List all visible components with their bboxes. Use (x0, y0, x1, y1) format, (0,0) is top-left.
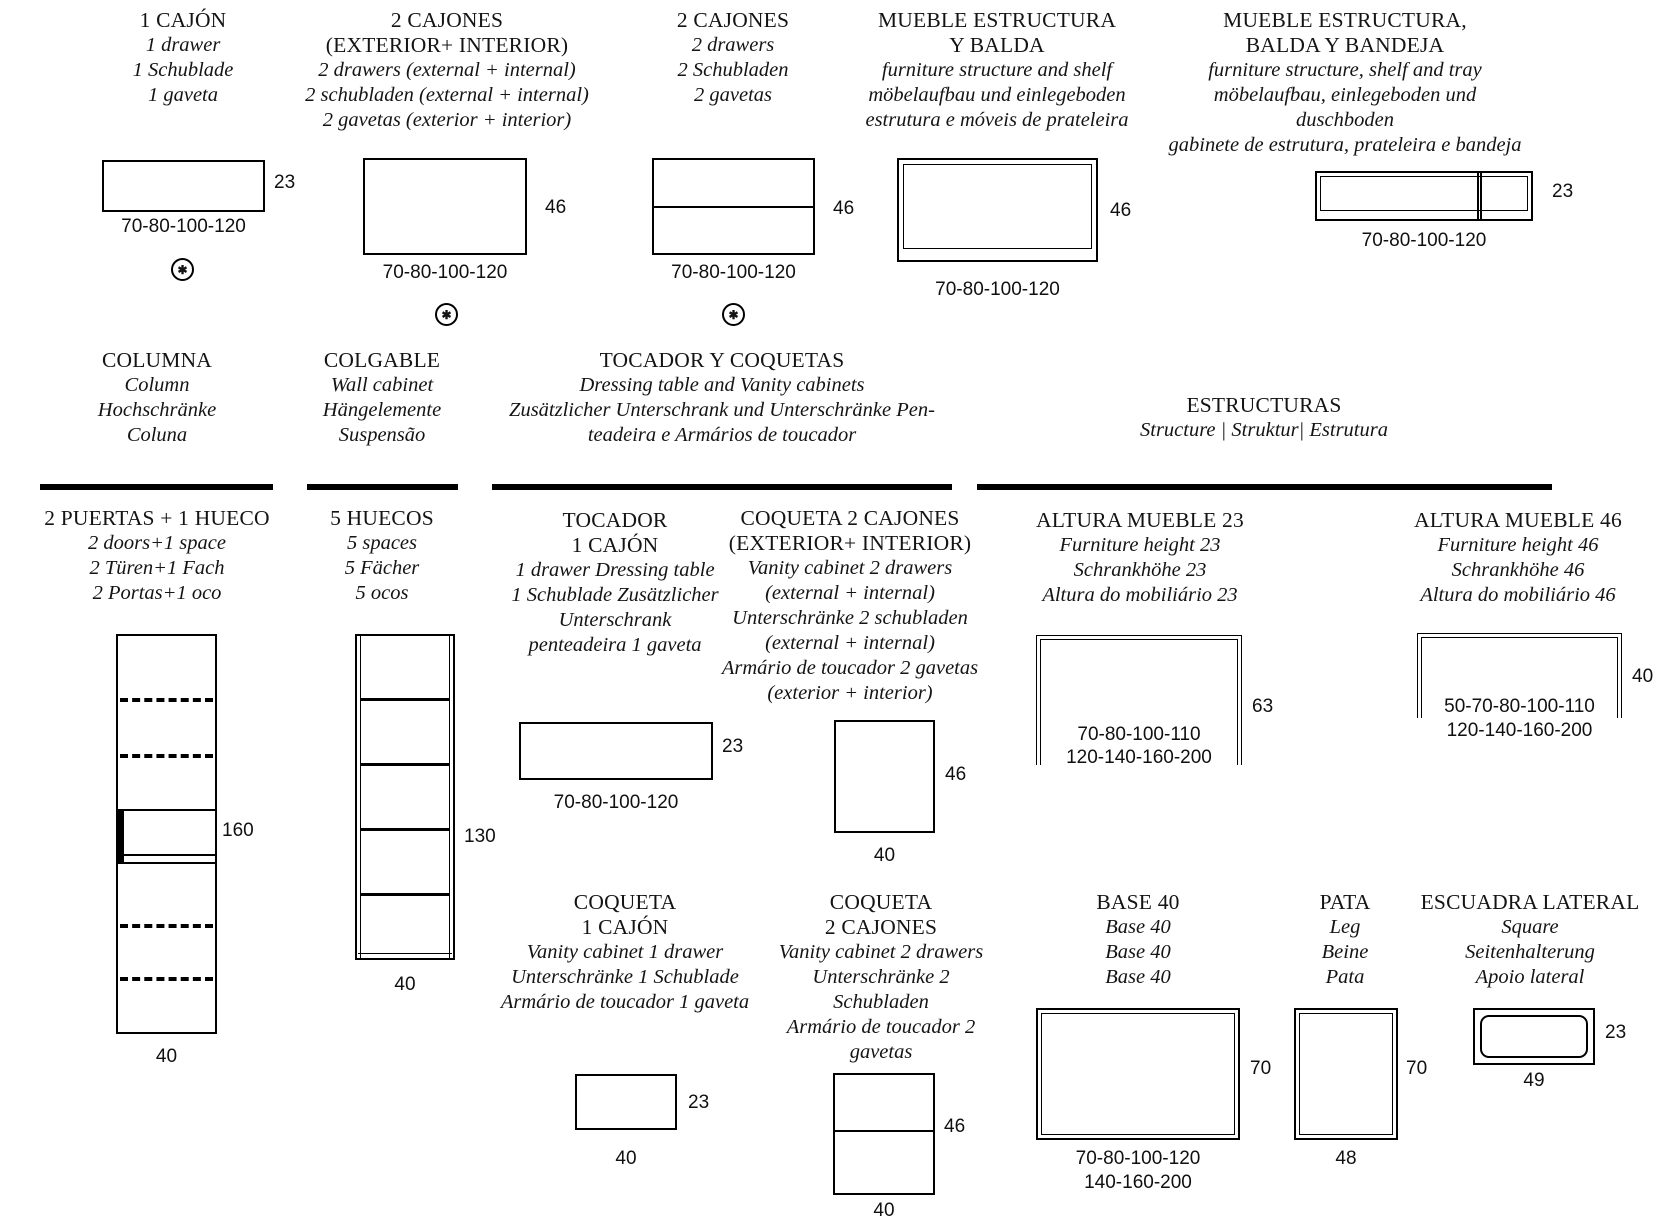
frame-inner-line (1299, 1013, 1393, 1135)
drawer-divider-line (835, 1130, 933, 1132)
widths-label-line1: 70-80-100-120 (1075, 1148, 1201, 1169)
text-line: 1 drawer Dressing table (515, 559, 715, 581)
text-line: 1 gaveta (147, 84, 219, 106)
text-line: MUEBLE ESTRUCTURA, (1223, 8, 1467, 32)
text-line: 2 schubladen (external + internal) (305, 84, 589, 106)
text-line: 1 CAJÓN (581, 915, 669, 939)
star-glyph: ✱ (441, 307, 452, 322)
text-line: 1 CAJÓN (139, 8, 227, 32)
item-subtitles (297, 58, 597, 133)
module-header-base-40 (1013, 890, 1263, 990)
text-line: 2 gavetas (694, 84, 772, 106)
text-line: 2 drawers (691, 34, 775, 56)
section-title (262, 348, 502, 373)
text-line: 2 gavetas (exterior + interior) (322, 109, 572, 131)
drawing-colgable-5-huecos (355, 634, 455, 960)
shelf-space (361, 893, 449, 958)
text-line: Armário de toucador 2 gavetas (721, 657, 979, 679)
text-line: 2 CAJONES (824, 915, 938, 939)
height-label: 70 (1406, 1058, 1428, 1079)
module-title (282, 506, 482, 531)
width-label: 40 (155, 1046, 178, 1067)
depth-label: 46 (833, 198, 855, 219)
text-line: Seitenhalterung (1465, 941, 1595, 963)
text-line: Structure | Struktur| Estrutura (1140, 419, 1388, 441)
module-subtitles (1275, 915, 1415, 990)
depth-label: 23 (688, 1092, 710, 1113)
text-line: teadeira e Armários de toucador (587, 424, 857, 446)
text-line: Coluna (126, 424, 188, 446)
text-line: 1 Schublade (132, 59, 234, 81)
shelf-compartments (360, 636, 450, 958)
text-line: 1 drawer (145, 34, 221, 56)
text-line: COQUETA (829, 890, 933, 914)
item-title (633, 8, 833, 33)
shelf-space (361, 698, 449, 763)
text-line: 5 ocos (355, 582, 409, 604)
widths-label-line1: 50-70-80-100-110 (1444, 696, 1595, 717)
depth-label: 46 (545, 197, 567, 218)
widths-label: 70-80-100-120 (1361, 230, 1487, 251)
text-line: Leg (1329, 916, 1361, 938)
module-subtitles (500, 940, 750, 1015)
height-label: 40 (1632, 666, 1654, 687)
item-subtitles (1125, 58, 1565, 158)
text-line: Armário de toucador 1 gaveta (500, 991, 750, 1013)
text-line: Square (1501, 916, 1559, 938)
width-label: 40 (394, 974, 416, 995)
widths-label: 70-80-100-120 (935, 279, 1060, 300)
text-line: Pata (1325, 966, 1365, 988)
shelf-space (361, 763, 449, 828)
text-line: duschboden (1296, 109, 1394, 131)
section-rule-tocador-coquetas (492, 484, 952, 490)
text-line: Y BALDA (949, 33, 1045, 57)
module-header-tocador-1-cajon (495, 508, 735, 658)
text-line: 2 CAJONES (676, 8, 790, 32)
section-title (472, 348, 972, 373)
module-title (990, 508, 1290, 533)
module-title (500, 890, 750, 940)
door-dashed-line (120, 977, 213, 981)
text-line: Apoio lateral (1475, 966, 1585, 988)
width-label: 49 (1523, 1070, 1545, 1091)
height-label: 63 (1252, 696, 1274, 717)
text-line: gabinete de estrutura, prateleira e bandeja (1168, 134, 1522, 156)
module-header-escuadra-lateral (1400, 890, 1660, 990)
module-header-2-puertas-1-hueco (37, 506, 277, 606)
header-2-cajones-ext-int (297, 8, 597, 133)
widths-label: 70-80-100-120 (121, 216, 246, 237)
section-title (37, 348, 277, 373)
module-title (756, 890, 1006, 940)
door-dashed-line (120, 924, 213, 928)
text-line: 5 spaces (346, 532, 418, 554)
section-subtitles (472, 373, 972, 448)
section-subtitles (37, 373, 277, 448)
text-line: Beine (1321, 941, 1369, 963)
section-header-colgable (262, 348, 502, 448)
widths-label: 70-80-100-120 (671, 262, 796, 283)
text-line: ALTURA MUEBLE 23 (1036, 508, 1244, 532)
drawing-coqueta-1-cajon (575, 1074, 677, 1130)
text-line: gavetas (849, 1041, 913, 1063)
depth-label: 46 (944, 1116, 966, 1137)
module-title (495, 508, 735, 558)
text-line: 2 drawers (external + internal) (318, 59, 576, 81)
door-dashed-line (120, 754, 213, 758)
text-line: Armário de toucador 2 (786, 1016, 976, 1038)
text-line: Zusätzlicher Unterschrank und Unterschränke Pen- (509, 399, 935, 421)
module-title (1013, 890, 1263, 915)
drawing-escuadra-lateral (1473, 1008, 1595, 1065)
text-line: Vanity cabinet 1 drawer (526, 941, 724, 963)
text-line: Vanity cabinet 2 drawers (778, 941, 984, 963)
header-mueble-estructura-balda (837, 8, 1157, 133)
module-header-5-huecos (282, 506, 482, 606)
tray-inner-line (1320, 176, 1528, 211)
header-1-cajon (83, 8, 283, 108)
section-subtitles (262, 373, 502, 448)
shelf-inner-line (903, 164, 1092, 249)
text-line: 5 HUECOS (330, 506, 434, 530)
drawing-coqueta-2-cajones (833, 1073, 935, 1195)
widths-label: 70-80-100-120 (382, 262, 508, 283)
widths-label: 70-80-100-120 (553, 792, 679, 813)
text-line: Unterschränke 2 (812, 966, 950, 988)
text-line: Base 40 (1105, 966, 1171, 988)
text-line: 2 CAJONES (390, 8, 504, 32)
text-line: möbelaufbau und einlegeboden (868, 84, 1126, 106)
text-line: Wall cabinet (330, 374, 434, 396)
height-label: 160 (222, 820, 254, 841)
module-title (705, 506, 995, 556)
text-line: möbelaufbau, einlegeboden und (1213, 84, 1477, 106)
door-dashed-line (120, 698, 213, 702)
width-label: 40 (873, 1200, 895, 1221)
text-line: Hängelemente (322, 399, 442, 421)
depth-label: 23 (722, 736, 744, 757)
text-line: Altura do mobiliário 46 (1420, 584, 1616, 606)
drawing-base-40 (1036, 1008, 1240, 1140)
module-header-pata (1275, 890, 1415, 990)
star-note-icon (435, 303, 458, 326)
text-line: Unterschränke 2 schubladen (732, 607, 968, 629)
bracket-inner-shape (1480, 1015, 1588, 1058)
text-line: PATA (1319, 890, 1371, 914)
text-line: 2 Türen+1 Fach (89, 557, 225, 579)
module-header-coqueta-1-cajon (500, 890, 750, 1015)
text-line: TOCADOR (562, 508, 668, 532)
text-line: 5 Fächer (344, 557, 420, 579)
open-space-bottom-line (118, 862, 215, 864)
drawing-1-cajon (102, 160, 265, 212)
shelf-space (361, 636, 449, 698)
module-subtitles (705, 556, 995, 706)
text-line: 2 Portas+1 oco (92, 582, 222, 604)
text-line: BASE 40 (1096, 890, 1180, 914)
drawing-tocador-1-cajon (519, 722, 713, 780)
module-title (1275, 890, 1415, 915)
text-line: COLUMNA (101, 348, 213, 372)
text-line: COQUETA (573, 890, 677, 914)
text-line: COLGABLE (323, 348, 441, 372)
depth-label: 23 (1605, 1022, 1627, 1043)
text-line: Schrankhöhe 46 (1451, 559, 1585, 581)
drawing-mueble-estructura-balda-bandeja (1315, 171, 1533, 221)
text-line: furniture structure, shelf and tray (1208, 59, 1482, 81)
text-line: Dressing table and Vanity cabinets (579, 374, 865, 396)
module-title (37, 506, 277, 531)
text-line: (EXTERIOR+ INTERIOR) (325, 33, 569, 57)
section-header-estructuras (1064, 393, 1464, 443)
depth-label: 23 (1552, 181, 1574, 202)
text-line: 2 doors+1 space (88, 532, 226, 554)
text-line: (external + internal) (765, 632, 935, 654)
text-line: 1 Schublade Zusätzlicher (511, 584, 719, 606)
text-line: Altura do mobiliário 23 (1042, 584, 1238, 606)
text-line: TOCADOR Y COQUETAS (599, 348, 845, 372)
text-line: Base 40 (1105, 916, 1171, 938)
star-glyph: ✱ (177, 262, 188, 277)
module-subtitles (1400, 915, 1660, 990)
text-line: ESCUADRA LATERAL (1420, 890, 1640, 914)
header-mueble-estructura-balda-bandeja (1125, 8, 1565, 158)
item-title (83, 8, 283, 33)
item-title (1125, 8, 1565, 58)
widths-label-line2: 140-160-200 (1084, 1172, 1192, 1193)
module-subtitles (756, 940, 1006, 1065)
width-label: 48 (1335, 1148, 1357, 1169)
text-line: furniture structure and shelf (881, 59, 1113, 81)
drawing-pata (1294, 1008, 1398, 1140)
section-rule-columna (40, 484, 273, 490)
section-header-columna (37, 348, 277, 448)
module-title (1368, 508, 1660, 533)
shelf-space (361, 828, 449, 893)
module-subtitles (1368, 533, 1660, 608)
module-subtitles (282, 531, 482, 606)
item-subtitles (83, 33, 283, 108)
widths-label-line1: 70-80-100-110 (1077, 724, 1201, 745)
drawing-2-cajones-ext-int (363, 158, 527, 255)
frame-inner-line (1041, 1013, 1235, 1135)
depth-label: 46 (1110, 200, 1132, 221)
text-line: Hochschränke (97, 399, 217, 421)
text-line: (EXTERIOR+ INTERIOR) (728, 531, 972, 555)
star-note-icon (722, 303, 745, 326)
text-line: penteadeira 1 gaveta (528, 634, 702, 656)
item-title (837, 8, 1157, 58)
text-line: Furniture height 46 (1437, 534, 1599, 556)
text-line: 1 CAJÓN (571, 533, 659, 557)
text-line: 2 PUERTAS + 1 HUECO (44, 506, 270, 530)
text-line: (external + internal) (765, 582, 935, 604)
module-subtitles (1013, 915, 1263, 990)
widths-label-line2: 120-140-160-200 (1066, 747, 1212, 768)
module-subtitles (990, 533, 1290, 608)
module-header-coqueta-2-cajones (756, 890, 1006, 1065)
text-line: Column (124, 374, 190, 396)
text-line: estrutura e móveis de prateleira (865, 109, 1129, 131)
text-line: (exterior + interior) (767, 682, 933, 704)
drawing-coqueta-2-cajones-ext-int (834, 720, 935, 833)
section-header-tocador-coquetas (472, 348, 972, 448)
section-rule-colgable (307, 484, 458, 490)
text-line: Base 40 (1105, 941, 1171, 963)
open-space-shelf-line (118, 854, 215, 856)
text-line: Schrankhöhe 23 (1073, 559, 1207, 581)
text-line: Furniture height 23 (1059, 534, 1221, 556)
text-line: MUEBLE ESTRUCTURA (877, 8, 1117, 32)
text-line: 2 Schubladen (677, 59, 789, 81)
height-label: 130 (464, 826, 496, 847)
module-subtitles (37, 531, 277, 606)
module-header-altura-mueble-46 (1368, 508, 1660, 608)
text-line: Schubladen (833, 991, 929, 1013)
depth-label: 46 (945, 764, 967, 785)
header-2-cajones (633, 8, 833, 108)
depth-label: 23 (274, 172, 296, 193)
width-label: 40 (873, 845, 896, 866)
open-space-top-line (118, 809, 215, 811)
text-line: ESTRUCTURAS (1186, 393, 1342, 417)
text-line: Vanity cabinet 2 drawers (747, 557, 953, 579)
module-subtitles (495, 558, 735, 658)
open-space-side-edge (118, 809, 124, 862)
text-line: COQUETA 2 CAJONES (740, 506, 960, 530)
item-subtitles (633, 33, 833, 108)
text-line: Unterschrank (558, 609, 672, 631)
text-line: ALTURA MUEBLE 46 (1414, 508, 1622, 532)
text-line: Unterschränke 1 Schublade (511, 966, 739, 988)
module-title (1400, 890, 1660, 915)
text-line: Suspensão (338, 424, 426, 446)
star-glyph: ✱ (728, 307, 739, 322)
module-header-altura-mueble-23 (990, 508, 1290, 608)
drawing-2-cajones (652, 158, 815, 255)
text-line: BALDA Y BANDEJA (1245, 33, 1445, 57)
height-label: 70 (1250, 1058, 1272, 1079)
drawer-divider-line (654, 206, 813, 208)
section-title (1064, 393, 1464, 418)
section-rule-estructuras (977, 484, 1552, 490)
item-subtitles (837, 58, 1157, 133)
drawing-columna-2-puertas-1-hueco (116, 634, 217, 1034)
module-header-coqueta-2-cajones-ext-int (705, 506, 995, 706)
section-subtitles (1064, 418, 1464, 443)
item-title (297, 8, 597, 58)
star-note-icon (171, 258, 194, 281)
widths-label-line2: 120-140-160-200 (1446, 720, 1593, 741)
width-label: 40 (615, 1148, 637, 1169)
drawing-mueble-estructura-balda (897, 158, 1098, 262)
tray-divider-line (1477, 173, 1482, 219)
